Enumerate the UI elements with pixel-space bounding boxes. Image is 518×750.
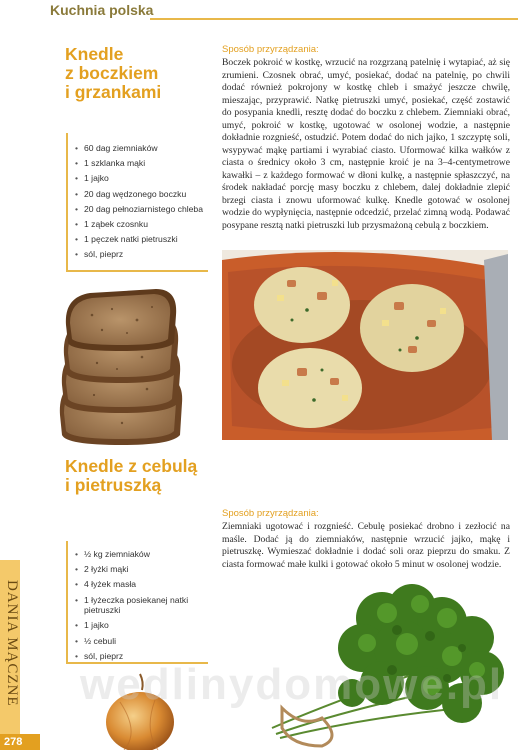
ingredient-item: • 1 łyżeczka posiekanej natki pietruszki — [74, 595, 206, 616]
recipe1-ingredients-list — [68, 133, 206, 260]
recipe2-method-label: Sposób przyrządzania: — [222, 508, 319, 519]
recipe1-ingredients-box — [66, 133, 206, 271]
ingredient-item: • 2 łyżki mąki — [74, 564, 206, 575]
ingredient-item: • 20 dag wędzonego boczku — [74, 189, 206, 200]
recipe2-title — [65, 457, 197, 495]
ingredient-item: • 20 dag pełnoziarnistego chleba — [74, 204, 206, 215]
ingredient-item: • 4 łyżek masła — [74, 579, 206, 590]
section-title: Kuchnia polska — [50, 2, 154, 18]
recipe2-ingredients-list — [68, 541, 206, 661]
recipe1-box-underline — [66, 270, 208, 272]
recipe2-title-line: i pietruszką — [65, 475, 162, 495]
recipe2-ingredients-box — [66, 541, 206, 663]
ingredient-item: • 1 jajko — [74, 173, 206, 184]
dumplings-photo — [222, 250, 508, 440]
recipe2-method-text: Ziemniaki ugotować i rozgnieść. Cebulę posiekać drobno i zezłocić na maśle. Dodać ją do ziemniaków, następnie wrzucić jajko, mąkę i pietruszkę. Wymieszać dokładnie i dodać soli oraz pieprzu do smaku. Z ciasta formować małe kulki i gotować około 5 minut w osolonej wodzie. — [222, 521, 510, 570]
ingredient-item: • ½ kg ziemniaków — [74, 549, 206, 560]
page-number: 278 — [0, 734, 40, 750]
ingredient-item: • 1 pęczek natki pietruszki — [74, 234, 206, 245]
recipe1-title-line: i grzankami — [65, 82, 162, 102]
watermark: wedlinydomowe.pl — [80, 660, 504, 709]
ingredient-item: • sól, pieprz — [74, 651, 206, 662]
ingredient-item: • sól, pieprz — [74, 249, 206, 260]
recipe1-title-line: z boczkiem — [65, 63, 159, 83]
recipe1-method-label: Sposób przyrządzania: — [222, 44, 319, 55]
ingredient-item: • 1 szklanka mąki — [74, 158, 206, 169]
ingredient-item: • 60 dag ziemniaków — [74, 143, 206, 154]
recipe1-method-text: Boczek pokroić w kostkę, wrzucić na rozgrzaną patelnię i wytapiać, aż się zrumieni. Czosnek obrać, umyć, posiekać, dodać na patelnię, po chwili dodać również pokrojony w kostkę chleb i smażyć jeszcze chwilę, mieszając, przyprawić. Natkę pietruszki umyć, posiekać, część zostawić do posypania knedli, resztę dodać do boczku z chlebem. Ziemniaki obrać, umyć, pokroić w kostkę, ugotować w osolonej wodzie, a następnie dokładnie rozgnieść, ostudzić. Potem dodać do nich jajko, 1 szczyptę soli, wsypywać mąkę partiami i wyrabiać ciasto. Uformować kilka wałków z ciasta o średnicy około 3 cm, następnie kroić je na 3–4-centymetrowe kawałki – z każdego formować w dłoni kulkę, a następnie spłaszczyć, na środek nakładać porcję masy boczku z chlebem, dalej dokładnie zlepić brzegi ciasta i znowu uformować kulkę. Knedle gotować w osolonej wodzie do wypłynięcia, następnie odcedzić, przelać zimną wodą. Podawać posypane resztą natki pietruszki lub przysmażoną cebulą z boczkiem. — [222, 57, 510, 231]
ingredient-item: • 1 ząbek czosnku — [74, 219, 206, 230]
ingredient-item: • 1 jajko — [74, 620, 206, 631]
bread-photo — [52, 285, 192, 455]
recipe1-title — [65, 45, 161, 102]
section-side-label: DANIA MĄCZNE — [4, 580, 20, 707]
header-divider — [150, 18, 518, 20]
page-header — [0, 0, 518, 22]
recipe1-title-line: Knedle — [65, 44, 124, 64]
recipe2-title-line: Knedle z cebulą — [65, 456, 198, 476]
ingredient-item: • ½ cebuli — [74, 636, 206, 647]
